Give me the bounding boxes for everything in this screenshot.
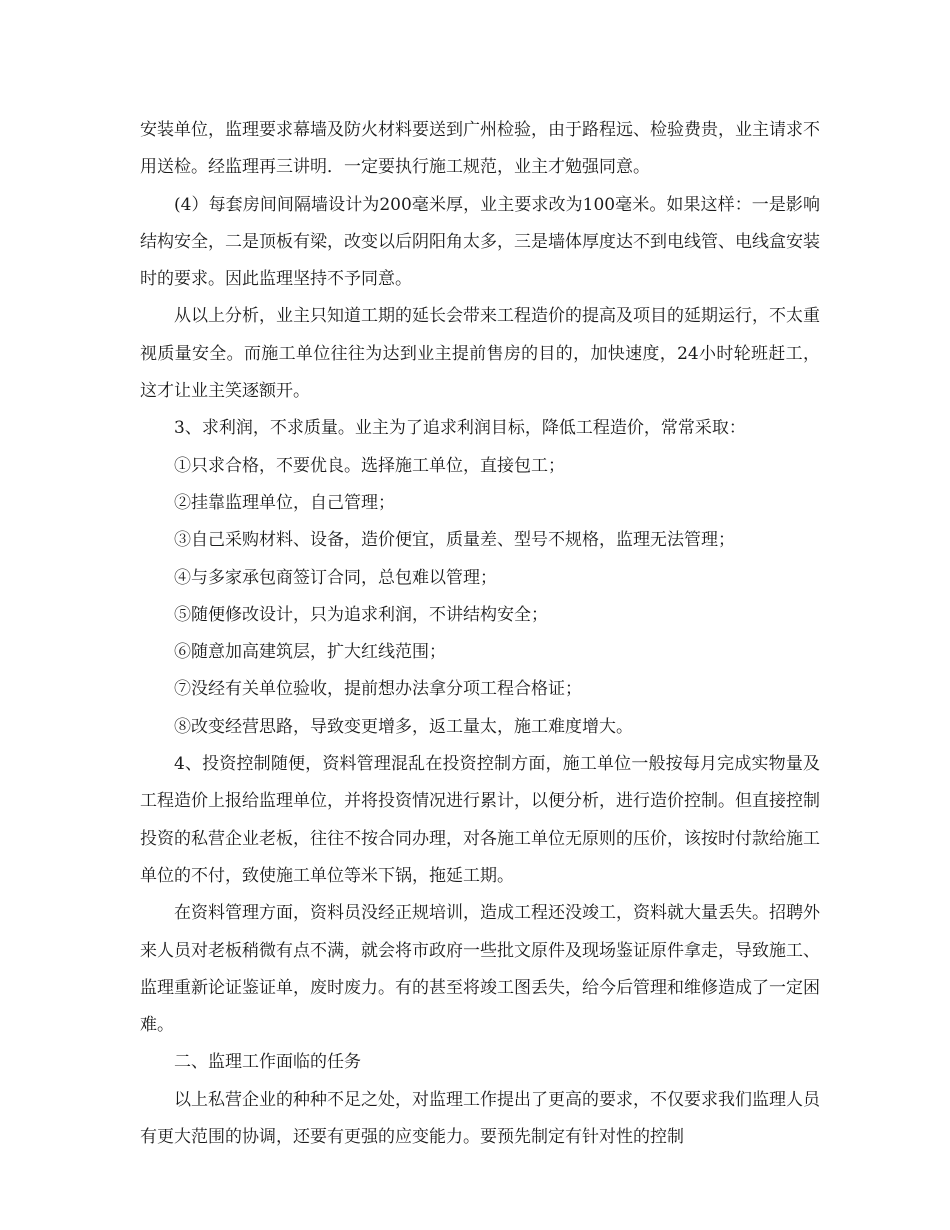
paragraph-7: 以上私营企业的种种不足之处，对监理工作提出了更高的要求，不仅要求我们监理人员有更大范围的协调，还要有更强的应变能力。要预先制定有针对性的控制	[140, 1089, 820, 1148]
paragraph-3: 从以上分析，业主只知道工期的延长会带来工程造价的提高及项目的延期运行，不太重视质量安全。而施工单位往往为达到业主提前售房的目的，加快速度，24小时轮班赶工，这才让业主笑逐额开。	[140, 306, 820, 402]
paragraph-2: (4）每套房间间隔墙设计为200毫米厚，业主要求改为100毫米。如果这样：一是影响结构安全，二是顶板有梁，改变以后阴阳角太多，三是墙体厚度达不到电线管、电线盒安装时的要求。因此监理坚持不予同意。	[140, 194, 820, 290]
list-item-7: ⑦没经有关单位验收，提前想办法拿分项工程合格证；	[174, 679, 582, 700]
paragraph-5: 4、投资控制随便，资料管理混乱在投资控制方面，施工单位一般按每月完成实物量及工程造价上报给监理单位，并将投资情况进行累计，以便分析，进行造价控制。但直接控制投资的私营企业老板，往往不按合同办理，对各施工单位无原则的压价，该按时付款给施工单位的不付，致使施工单位等米下锅，拖延工期。	[140, 754, 820, 886]
paragraph-6: 在资料管理方面，资料员没经正规培训，造成工程还没竣工，资料就大量丢失。招聘外来人员对老板稍微有点不满，就会将市政府一些批文原件及现场鉴证原件拿走，导致施工、监理重新论证鉴证单，废时废力。有的甚至将竣工图丢失，给今后管理和维修造成了一定困难。	[140, 903, 820, 1036]
paragraph-4: 3、求利润，不求质量。业主为了追求利润目标，降低工程造价，常常采取：	[174, 418, 746, 439]
section-heading: 二、监理工作面临的任务	[174, 1052, 361, 1073]
list-item-8: ⑧改变经营思路，导致变更增多，返工量太，施工难度增大。	[174, 716, 633, 737]
list-item-4: ④与多家承包商签订合同，总包难以管理；	[174, 567, 497, 588]
list-item-5: ⑤随便修改设计，只为追求利润，不讲结构安全；	[174, 604, 548, 625]
document-body	[140, 112, 820, 1156]
list-item-2: ②挂靠监理单位，自己管理；	[174, 492, 395, 513]
list-item-6: ⑥随意加高建筑层，扩大红线范围；	[174, 642, 446, 663]
list-item-1: ①只求合格，不要优良。选择施工单位，直接包工；	[174, 455, 565, 476]
paragraph-1: 安装单位，监理要求幕墙及防火材料要送到广州检验，由于路程远、检验费贵，业主请求不用送检。经监理再三讲明．一定要执行施工规范，业主才勉强同意。	[140, 120, 820, 178]
list-item-3: ③自己采购材料、设备，造价便宜，质量差、型号不规格，监理无法管理；	[174, 530, 735, 551]
